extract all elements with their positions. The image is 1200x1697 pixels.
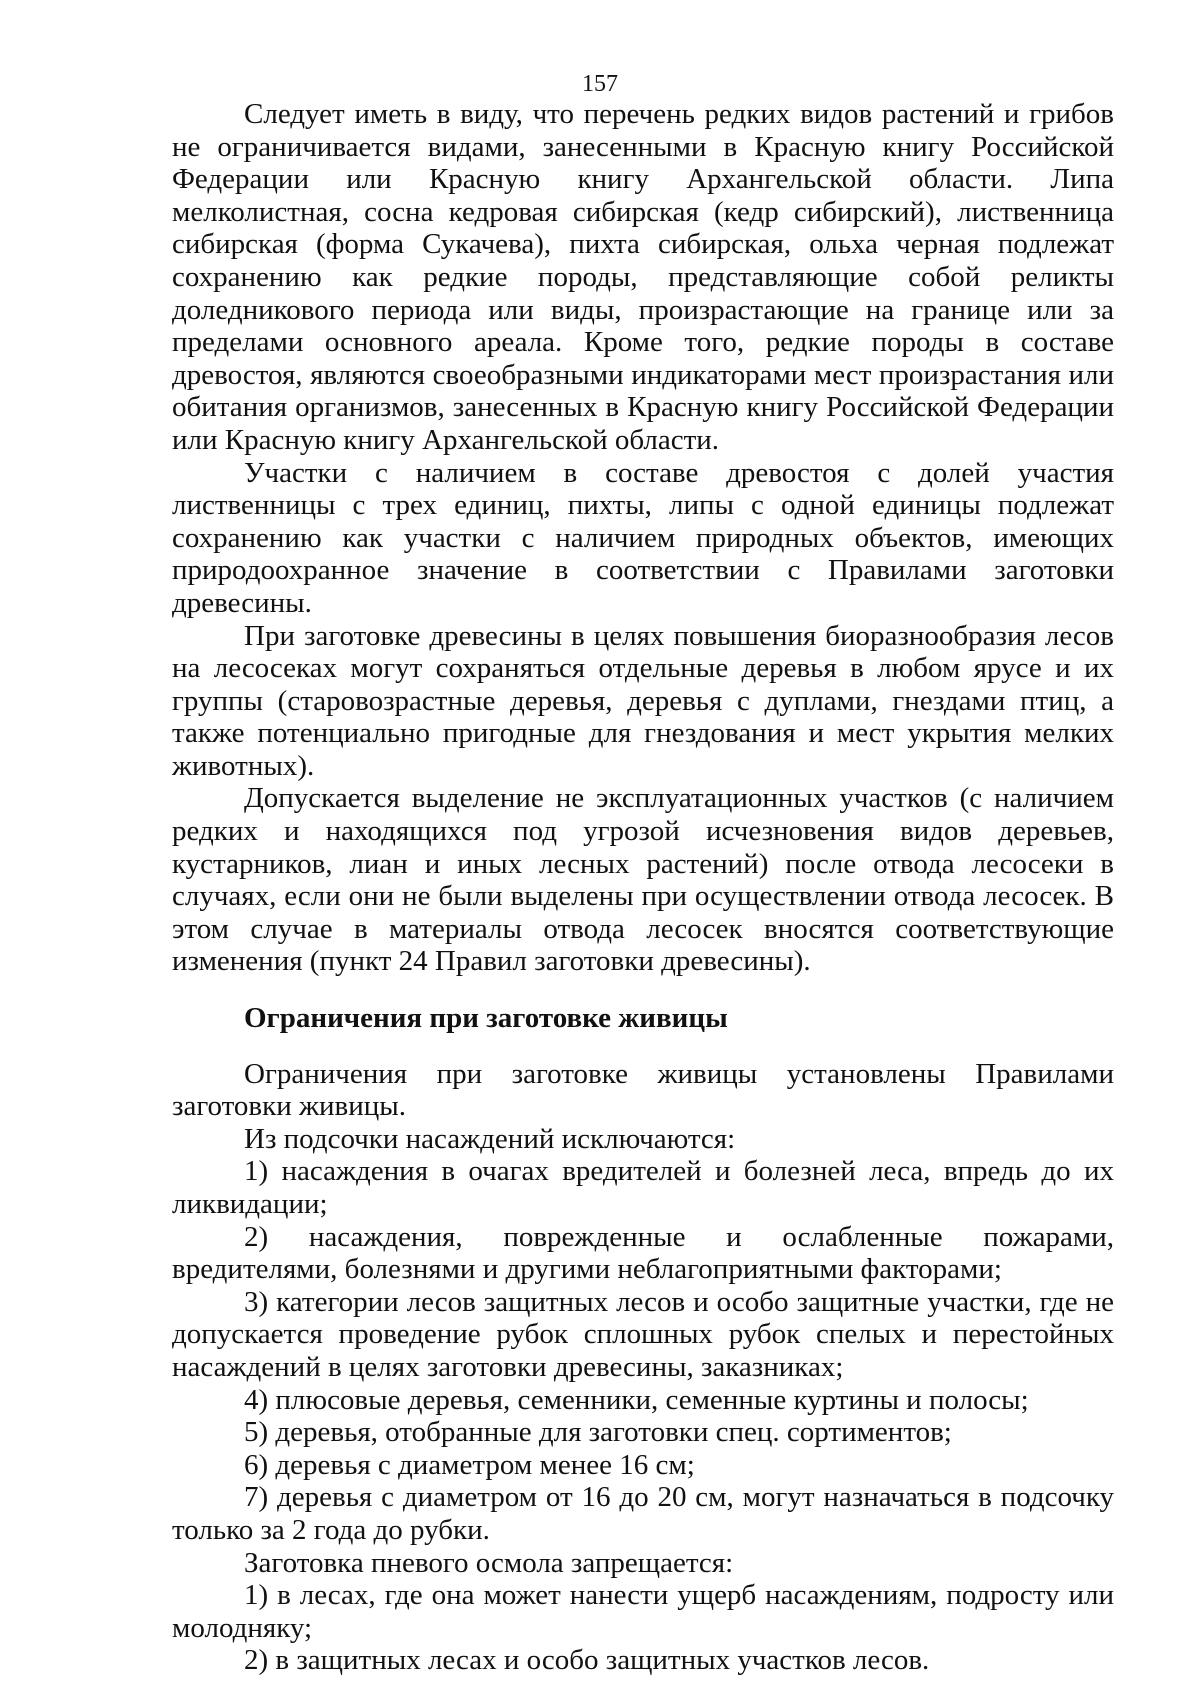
paragraph-biodiversity: При заготовке древесины в целях повышения биоразнообразия лесов на лесосеках могут сохраняться отдельные деревья в любом ярусе и их группы (старовозрастные деревья, деревья с дуплами, гнездами птиц, а также потенциально пригодные для гнездования и мест укрытия мелких животных). — [172, 619, 1114, 782]
list-item: 4) плюсовые деревья, семенники, семенные куртины и полосы; — [244, 1383, 1029, 1416]
paragraph-tapping-exclusions-intro: Из подсочки насаждений исключаются: — [244, 1122, 736, 1155]
list-item: 2) в защитных лесах и особо защитных участков лесов. — [244, 1644, 930, 1677]
paragraph-non-exploitation-sites: Допускается выделение не эксплуатационных участков (с наличием редких и находящихся под угрозой исчезновения видов деревьев, кустарников, лиан и иных лесных растений) после отвода лесосеки в случаях, если они не были выделены при осуществлении отвода лесосек. В этом случае в материалы отвода лесосек вносятся соответствующие изменения (пункт 24 Правил заготовки древесины). — [172, 782, 1114, 978]
paragraph-larch-sites: Участки с наличием в составе древостоя с долей участия лиственницы с трех единиц, пихты, липы с одной единицы подлежат сохранению как участки с наличием природных объектов, имеющих природоохранное значение в соответствии с Правилами заготовки древесины. — [172, 456, 1114, 619]
page-number: 157 — [582, 71, 618, 97]
list-item: 7) деревья с диаметром от 16 до 20 см, могут назначаться в подсочку только за 2 года до рубки. — [172, 1481, 1114, 1546]
list-item: 3) категории лесов защитных лесов и особо защитные участки, где не допускается проведение рубок сплошных рубок спелых и перестойных насаждений в целях заготовки древесины, заказниках; — [172, 1285, 1114, 1383]
paragraph-stump-resin-intro: Заготовка пневого осмола запрещается: — [244, 1546, 734, 1579]
list-item: 5) деревья, отобранные для заготовки спец. сортиментов; — [244, 1416, 952, 1449]
section-heading: Ограничения при заготовке живицы — [244, 1002, 728, 1035]
paragraph-rare-species: Следует иметь в виду, что перечень редких видов растений и грибов не ограничивается видами, занесенными в Красную книгу Российской Федерации или Красную книгу Архангельской области. Липа мелколистная, сосна кедровая сибирская (кедр сибирский), лиственница сибирская (форма Сукачева), пихта сибирская, ольха черная подлежат сохранению как редкие породы, представляющие собой реликты доледникового периода или виды, произрастающие на границе или за пределами основного ареала. Кроме того, редкие породы в составе древостоя, являются своеобразными индикаторами мест произрастания или обитания организмов, занесенных в Красную книгу Российской Федерации или Красную книгу Архангельской области. — [172, 98, 1114, 456]
paragraph-resin-rules: Ограничения при заготовке живицы установлены Правилами заготовки живицы. — [172, 1057, 1114, 1123]
list-item: 1) насаждения в очагах вредителей и болезней леса, впредь до их ликвидации; — [172, 1155, 1114, 1220]
list-item: 6) деревья с диаметром менее 16 см; — [244, 1448, 695, 1481]
document-body — [172, 98, 1114, 1677]
list-item: 2) насаждения, поврежденные и ослабленные пожарами, вредителями, болезнями и другими неблагоприятными факторами; — [172, 1220, 1114, 1286]
list-item: 1) в лесах, где она может нанести ущерб насаждениям, подросту или молодняку; — [172, 1579, 1114, 1644]
